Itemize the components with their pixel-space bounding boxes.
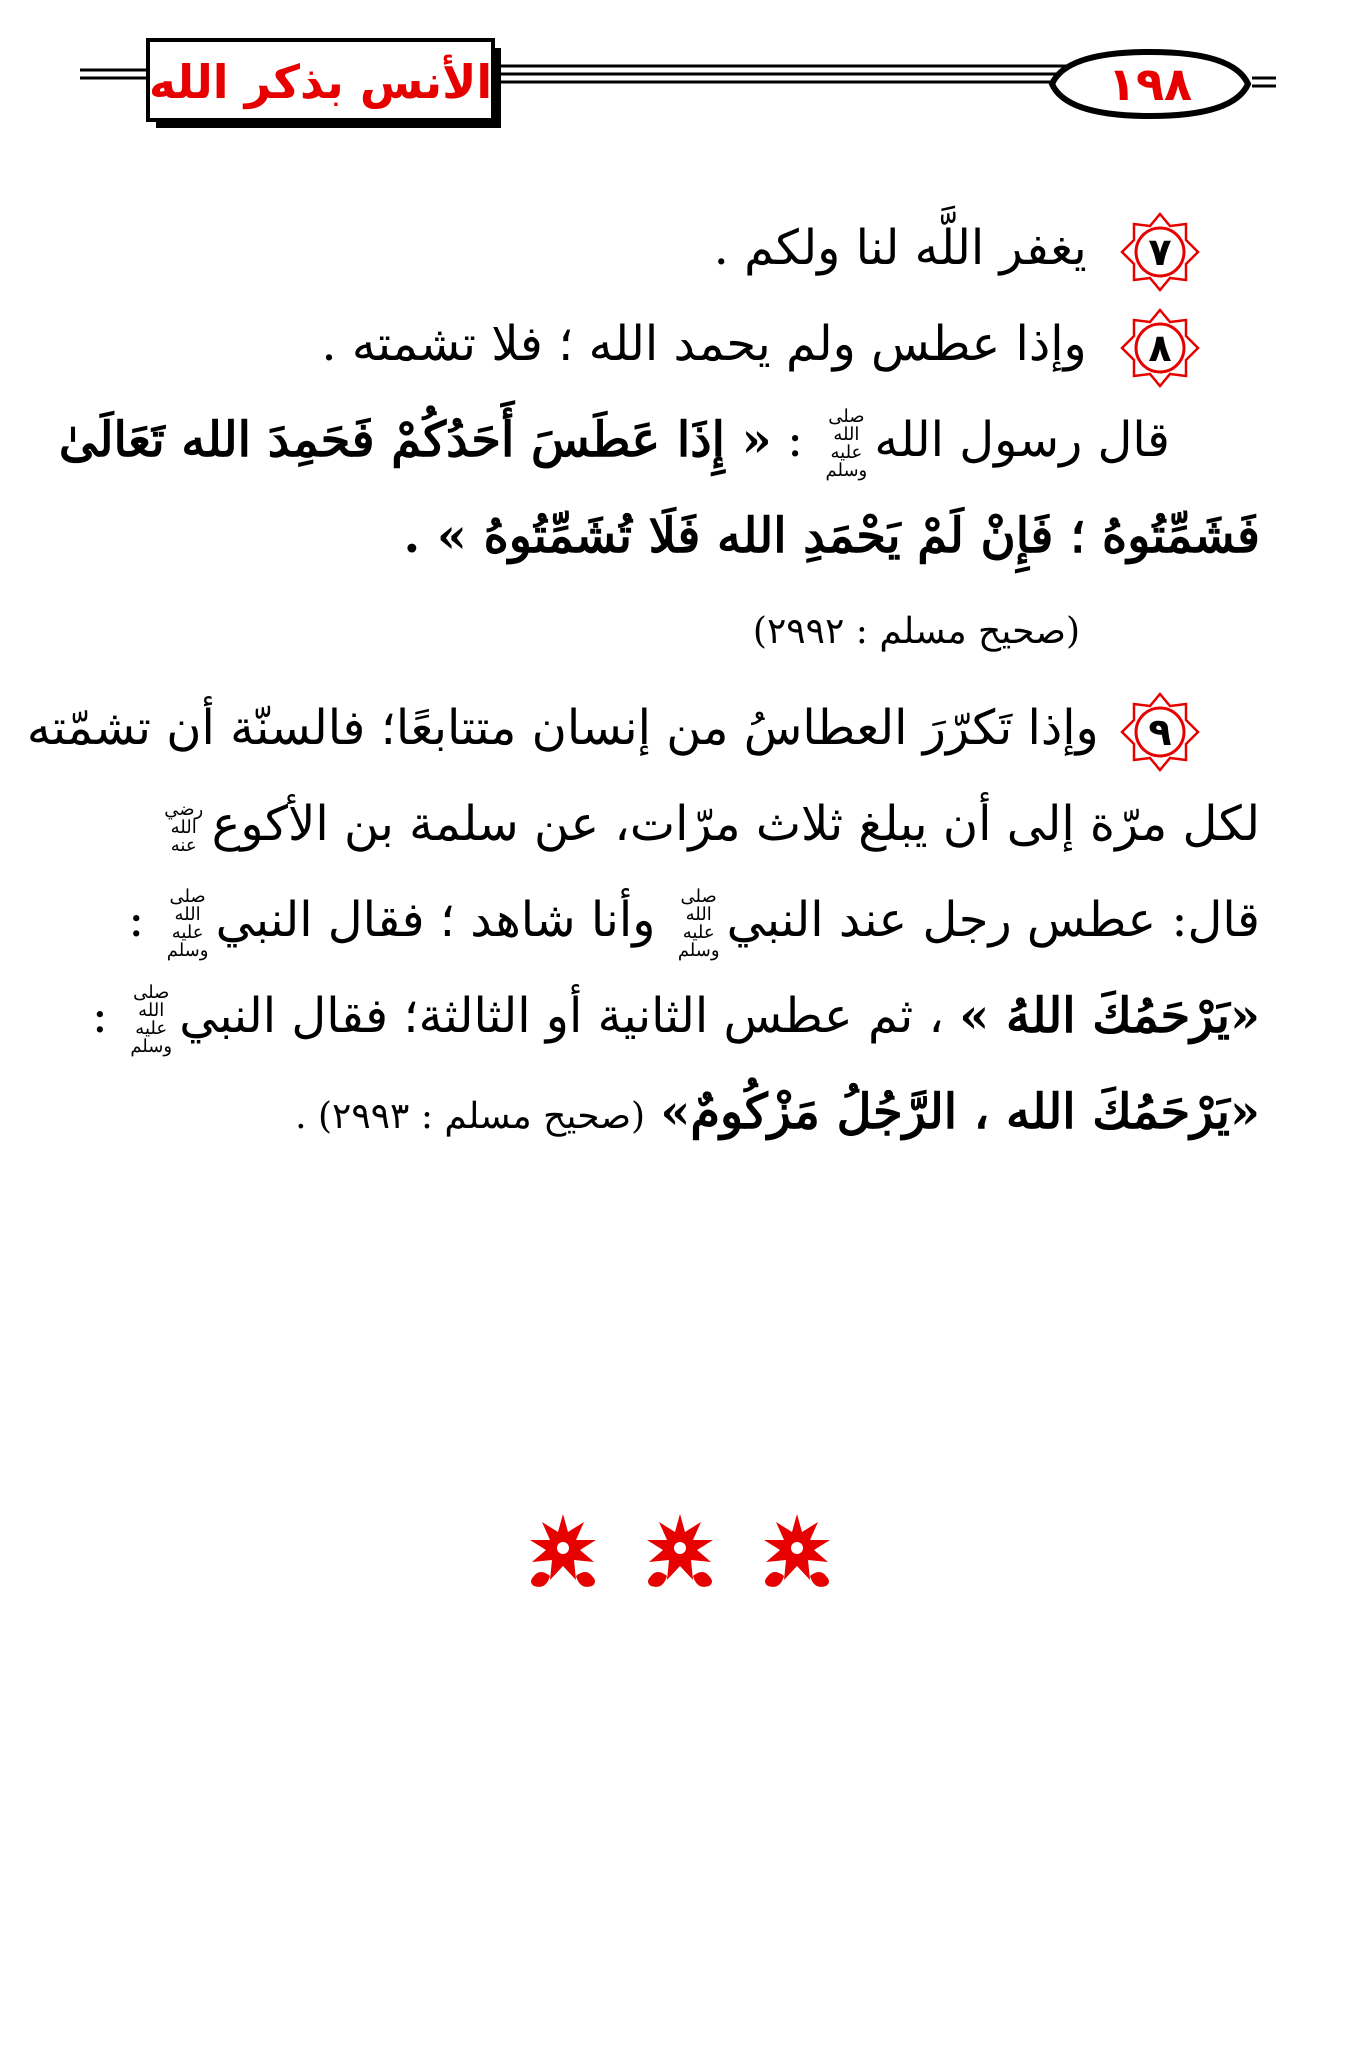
separator: : (786, 412, 804, 468)
hadith-1-line-2 (78, 488, 1260, 584)
item-9-line-3 (78, 872, 1260, 968)
number-badge-icon (1120, 692, 1200, 772)
number-badge-icon (1120, 212, 1200, 292)
source-citation: (صحيح مسلم : ٢٩٩٣) . (295, 1096, 646, 1137)
flower-ornament-icon (637, 1510, 723, 1596)
item-9-line-4 (78, 968, 1260, 1064)
item-number: ٩ (1148, 709, 1172, 754)
radi-honorific-icon: رضي الله عنه (164, 798, 204, 856)
separator: : (128, 892, 145, 948)
item-7 (78, 200, 1260, 296)
item-8 (78, 296, 1260, 392)
item-number: ٨ (1148, 325, 1172, 370)
item-text: قال: عطس رجل عند النبي (726, 892, 1260, 948)
item-9-line-1 (26, 680, 1260, 776)
item-number: ٧ (1148, 229, 1172, 274)
hadith-quote: «يَرْحَمُكَ اللهُ » (959, 988, 1260, 1044)
hadith-intro: قال رسول الله (874, 412, 1170, 468)
item-text: ، ثم عطس الثانية أو الثالثة؛ فقال النبي (179, 988, 944, 1044)
flower-ornament-icon (754, 1510, 840, 1596)
item-text: لكل مرّة إلى أن يبلغ ثلاث مرّات، عن سلمة بن الأكوع (211, 796, 1260, 852)
item-text: وأنا شاهد ؛ فقال النبي (215, 892, 656, 948)
hadith-1-line-1 (58, 392, 1260, 488)
salla-honorific-icon: صلى الله عليه وسلم (166, 885, 209, 961)
salla-honorific-icon: صلى الله عليه وسلم (130, 981, 173, 1057)
item-text: وإذا تَكرّرَ العطاسُ من إنسان متتابعًا؛ فالسنّة أن تشمّته (26, 700, 1099, 756)
hadith-quote: « إِذَا عَطَسَ أَحَدُكُمْ فَحَمِدَ الله تَعَالَىٰ (58, 412, 772, 468)
closing-ornament (520, 1510, 840, 1600)
separator: : (91, 988, 108, 1044)
hadith-quote: فَشَمِّتُوهُ ؛ فَإِنْ لَمْ يَحْمَدِ الله فَلَا تُشَمِّتُوهُ » . (403, 508, 1260, 564)
book-title: الأنس بذكر الله (148, 55, 493, 109)
item-9-line-2 (78, 776, 1260, 872)
page-header (0, 0, 1356, 140)
item-text: وإذا عطس ولم يحمد الله ؛ فلا تشمته . (321, 316, 1087, 372)
hadith-quote: «يَرْحَمُكَ الله ، الرَّجُلُ مَزْكُومٌ» (660, 1084, 1260, 1140)
number-badge-icon (1120, 308, 1200, 388)
page-content (26, 200, 1260, 1160)
hadith-1-source (78, 584, 1260, 680)
source-citation: (صحيح مسلم : ٢٩٩٢) (752, 611, 1080, 652)
item-text: يغفر اللَّه لنا ولكم . (713, 220, 1087, 276)
salla-honorific-icon: صلى الله عليه وسلم (825, 405, 868, 481)
flower-ornament-icon (520, 1510, 606, 1596)
page-number: ١٩٨ (1107, 57, 1193, 111)
item-9-line-5 (78, 1064, 1260, 1160)
salla-honorific-icon: صلى الله عليه وسلم (677, 885, 720, 961)
